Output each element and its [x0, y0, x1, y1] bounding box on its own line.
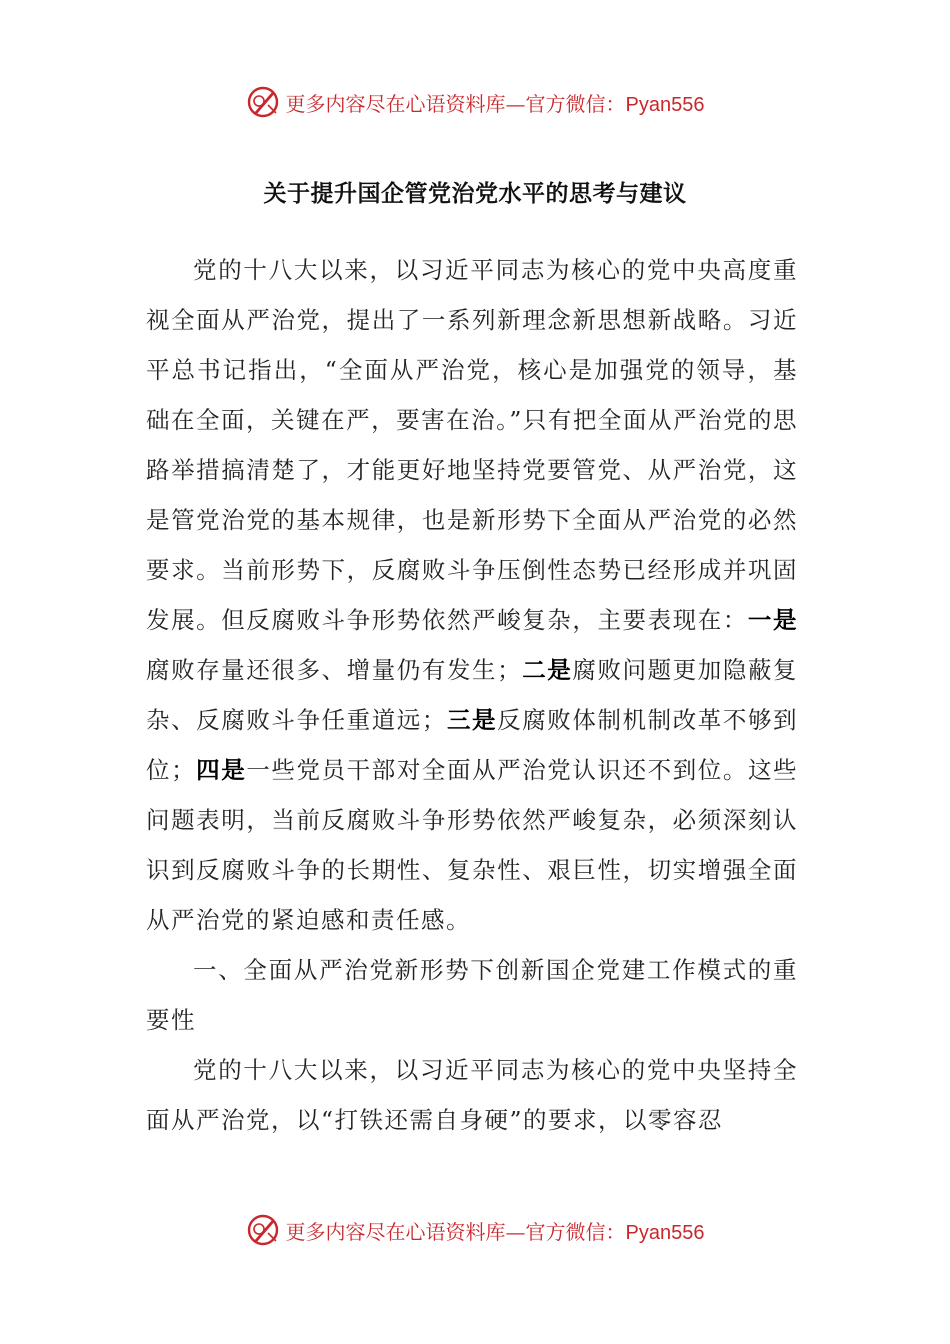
- section-heading-1: 一、全面从严治党新形势下创新国企党建工作模式的重要性: [146, 956, 798, 1034]
- header-banner: [0, 82, 950, 122]
- banner-text: 更多内容尽在心语资料库—官方微信：Pyan556: [285, 1219, 705, 1244]
- document-body: [146, 245, 798, 1145]
- wechat-id: Pyan556: [625, 93, 705, 116]
- point-label-3: 三是: [446, 706, 498, 734]
- banner-text: 更多内容尽在心语资料库—官方微信：Pyan556: [285, 91, 705, 116]
- wechat-id: Pyan556: [625, 1221, 705, 1244]
- paragraph-1: 党的十八大以来，以习近平同志为核心的党中央高度重视全面从严治党，提出了一系列新理念新思想新战略。习近平总书记指出，“全面从严治党，核心是加强党的领导，基础在全面，关键在严，要害在治。”只有把全面从严治党的思路举措搞清楚了，才能更好地坚持党要管党、从严治党，这是管党治党的基本规律，也是新形势下全面从严治党的必然要求。当前形势下，反腐败斗争压倒性态势已经形成并巩固发展。但反腐败斗争形势依然严峻复杂，主要表现在：一是腐败存量还很多、增量仍有发生；二是腐败问题更加隐蔽复杂、反腐败斗争任重道远；三是反腐败体制机制改革不够到位；四是一些党员干部对全面从严治党认识还不到位。这些问题表明，当前反腐败斗争形势依然严峻复杂，必须深刻认识到反腐败斗争的长期性、复杂性、艰巨性，切实增强全面从严治党的紧迫感和责任感。: [146, 256, 799, 934]
- point-label-1: 一是: [747, 606, 799, 634]
- pen-circle-logo-icon: [246, 1213, 280, 1247]
- point-label-4: 四是: [196, 756, 247, 784]
- paragraph-2: 党的十八大以来，以习近平同志为核心的党中央坚持全面从严治党，以“打铁还需自身硬”的要求，以零容忍: [146, 1056, 798, 1134]
- footer-banner: [0, 1210, 950, 1250]
- point-label-2: 二是: [522, 656, 573, 684]
- document-title: 关于提升国企管党治党水平的思考与建议: [263, 180, 687, 207]
- pen-circle-logo-icon: [246, 85, 280, 119]
